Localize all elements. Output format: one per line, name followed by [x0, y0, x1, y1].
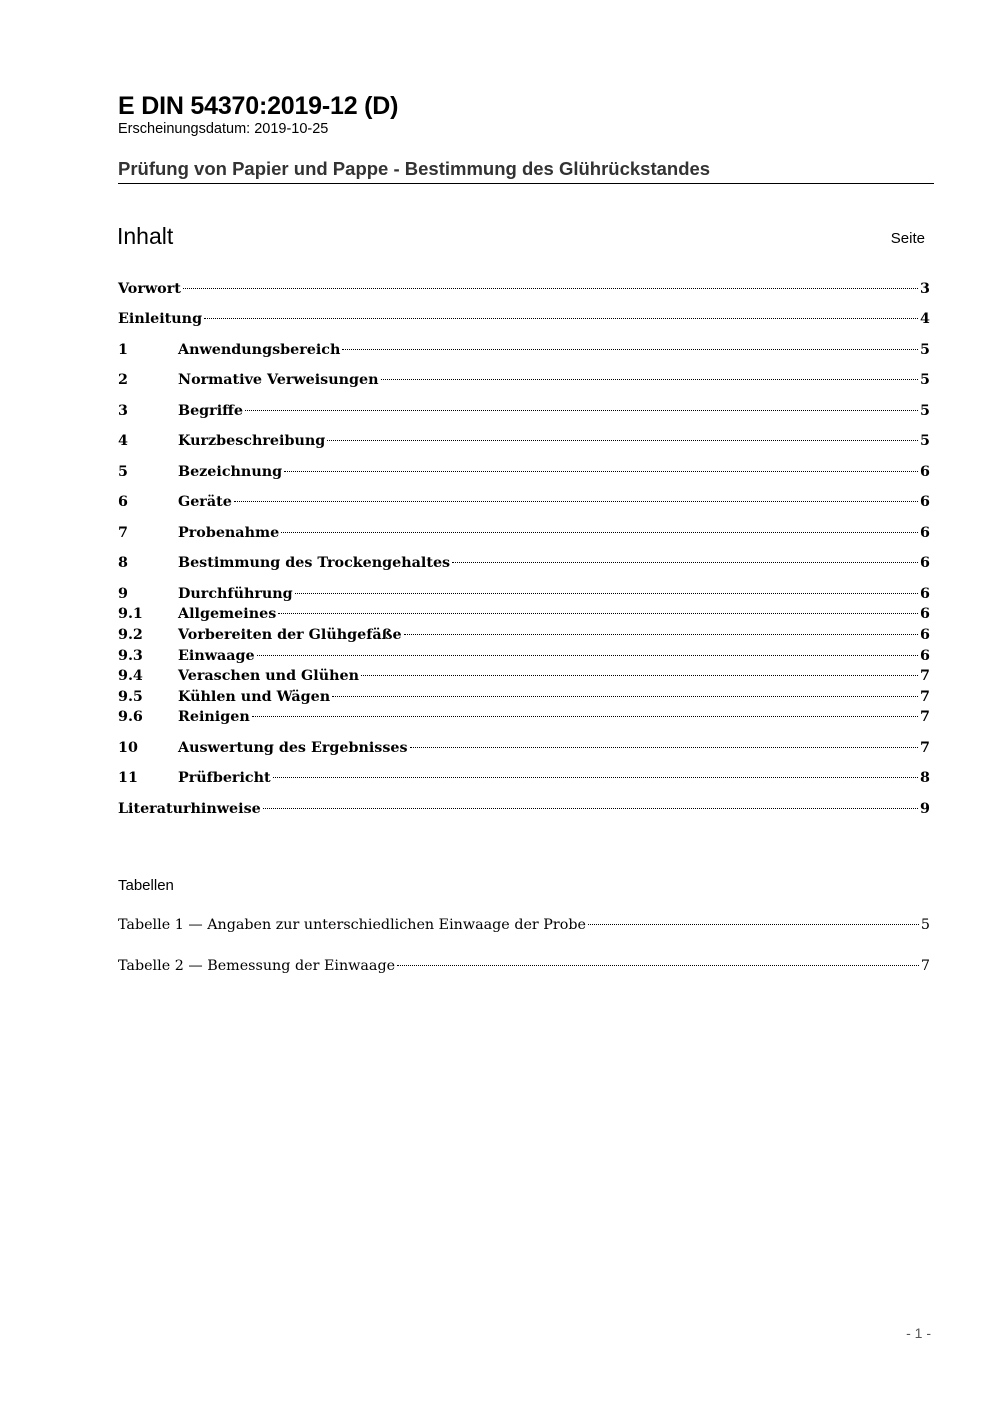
toc-leader-dots	[397, 965, 919, 966]
toc-leader-dots	[284, 471, 918, 472]
toc-entry-page: 6	[920, 464, 930, 480]
toc-entry-9-1[interactable]	[118, 604, 930, 624]
toc-entry-1[interactable]	[118, 340, 930, 360]
toc-entry-number: 4	[118, 433, 128, 449]
document-title: Prüfung von Papier und Pappe - Bestimmung des Glührückstandes	[118, 158, 711, 179]
table-entry-1[interactable]	[118, 915, 930, 935]
toc-leader-dots	[342, 349, 918, 350]
toc-leader-dots	[327, 440, 918, 441]
toc-entry-label: Vorwort	[118, 281, 181, 297]
toc-entry-label: Normative Verweisungen	[178, 372, 379, 388]
toc-entry-page: 6	[920, 525, 930, 541]
toc-entry-number: 9	[118, 586, 128, 602]
toc-entry-number: 10	[118, 740, 138, 756]
page-number: - 1 -	[906, 1325, 931, 1341]
toc-entry-5[interactable]	[118, 462, 930, 482]
toc-entry-label: Vorbereiten der Glühgefäße	[178, 627, 402, 643]
toc-entry-page: 7	[920, 668, 930, 684]
toc-entry-page: 5	[920, 403, 930, 419]
toc-entry-label: Bezeichnung	[178, 464, 283, 480]
toc-entry-9[interactable]	[118, 584, 930, 604]
toc-leader-dots	[381, 379, 919, 380]
tables-heading: Tabellen	[118, 877, 174, 894]
toc-entry-page: 5	[920, 342, 930, 358]
toc-entry-label: Auswertung des Ergebnisses	[178, 740, 408, 756]
toc-leader-dots	[410, 747, 919, 748]
toc-entry-label: Literaturhinweise	[118, 801, 261, 817]
publication-date-label: Erscheinungsdatum:	[118, 121, 251, 137]
publication-date-value: 2019-10-25	[254, 121, 329, 137]
toc-entry-11[interactable]	[118, 768, 930, 788]
toc-leader-dots	[278, 613, 918, 614]
toc-entry-label: Allgemeines	[178, 606, 277, 622]
toc-entry-page: 7	[920, 709, 930, 725]
toc-entry-number: 9.5	[118, 689, 143, 705]
toc-entry-number: 5	[118, 464, 128, 480]
toc-entry-7[interactable]	[118, 523, 930, 543]
toc-leader-dots	[245, 410, 918, 411]
toc-leader-dots	[588, 924, 919, 925]
toc-entry-number: 9.2	[118, 627, 143, 643]
toc-entry-number: 2	[118, 372, 128, 388]
toc-entry-label: Einwaage	[178, 648, 255, 664]
toc-entry-number: 9.1	[118, 606, 143, 622]
table-entry-label: Tabelle 1 — Angaben zur unterschiedlichen Einwaage der Probe	[118, 917, 586, 933]
toc-leader-dots	[281, 532, 918, 533]
toc-leader-dots	[234, 501, 918, 502]
toc-entry-8[interactable]	[118, 553, 930, 573]
toc-entry-label: Einleitung	[118, 311, 203, 327]
toc-entry-label: Anwendungsbereich	[178, 342, 341, 358]
toc-heading: Inhalt	[117, 223, 174, 249]
toc-entry-page: 8	[920, 770, 930, 786]
toc-entry-number: 7	[118, 525, 128, 541]
toc-entry-9-4[interactable]	[118, 666, 930, 686]
toc-entry-page: 4	[920, 311, 930, 327]
toc-leader-dots	[361, 675, 918, 676]
toc-entry-number: 9.3	[118, 648, 143, 664]
toc-entry-page: 7	[920, 740, 930, 756]
toc-entry-label: Probenahme	[178, 525, 280, 541]
toc-entry-9-2[interactable]	[118, 625, 930, 645]
toc-entry-2[interactable]	[118, 370, 930, 390]
toc-leader-dots	[404, 634, 918, 635]
toc-entry-label: Prüfbericht	[178, 770, 271, 786]
toc-leader-dots	[273, 777, 918, 778]
toc-leader-dots	[452, 562, 918, 563]
toc-entry-10[interactable]	[118, 738, 930, 758]
table-entry-page: 5	[920, 917, 930, 933]
toc-entry-vorwort[interactable]	[118, 279, 930, 299]
toc-entry-6[interactable]	[118, 492, 930, 512]
toc-entry-page: 9	[920, 801, 930, 817]
toc-entry-9-6[interactable]	[118, 707, 930, 727]
toc-entry-label: Geräte	[178, 494, 232, 510]
toc-entry-page: 6	[920, 648, 930, 664]
toc-entry-number: 8	[118, 555, 128, 571]
toc-entry-page: 6	[920, 494, 930, 510]
toc-entry-label: Bestimmung des Trockengehaltes	[178, 555, 451, 571]
toc-entry-number: 11	[118, 770, 138, 786]
toc-entry-label: Kurzbeschreibung	[178, 433, 326, 449]
publication-date	[118, 121, 328, 137]
toc-entry-label: Begriffe	[178, 403, 243, 419]
toc-entry-page: 3	[920, 281, 930, 297]
document-id: E DIN 54370:2019-12 (D)	[118, 92, 399, 120]
toc-entry-page: 7	[920, 689, 930, 705]
toc-leader-dots	[295, 593, 918, 594]
toc-entry-label: Durchführung	[178, 586, 293, 602]
toc-entry-label: Reinigen	[178, 709, 250, 725]
toc-leader-dots	[204, 318, 918, 319]
toc-entry-label: Veraschen und Glühen	[178, 668, 359, 684]
table-entry-page: 7	[920, 958, 930, 974]
toc-entry-number: 9.6	[118, 709, 143, 725]
toc-entry-page: 6	[920, 606, 930, 622]
toc-entry-3[interactable]	[118, 401, 930, 421]
toc-entry-9-5[interactable]	[118, 687, 930, 707]
table-entry-label: Tabelle 2 — Bemessung der Einwaage	[118, 958, 396, 974]
toc-entry-page: 6	[920, 586, 930, 602]
toc-entry-page: 6	[920, 627, 930, 643]
toc-entry-number: 3	[118, 403, 128, 419]
toc-entry-literaturhinweise[interactable]	[118, 799, 930, 819]
toc-entry-page: 5	[920, 372, 930, 388]
toc-entry-4[interactable]	[118, 431, 930, 451]
toc-entry-einleitung[interactable]	[118, 309, 930, 329]
toc-entry-number: 6	[118, 494, 128, 510]
toc-entry-number: 1	[118, 342, 128, 358]
toc-entry-number: 9.4	[118, 668, 143, 684]
toc-entry-page: 5	[920, 433, 930, 449]
toc-leader-dots	[257, 655, 918, 656]
toc-entry-page: 6	[920, 555, 930, 571]
toc-leader-dots	[183, 288, 918, 289]
title-divider	[118, 183, 934, 184]
toc-leader-dots	[252, 716, 918, 717]
toc-entry-9-3[interactable]	[118, 646, 930, 666]
toc-page-column-label: Seite	[890, 230, 925, 247]
toc-entry-label: Kühlen und Wägen	[178, 689, 331, 705]
table-entry-2[interactable]	[118, 956, 930, 976]
toc-leader-dots	[263, 808, 918, 809]
toc-leader-dots	[332, 696, 918, 697]
